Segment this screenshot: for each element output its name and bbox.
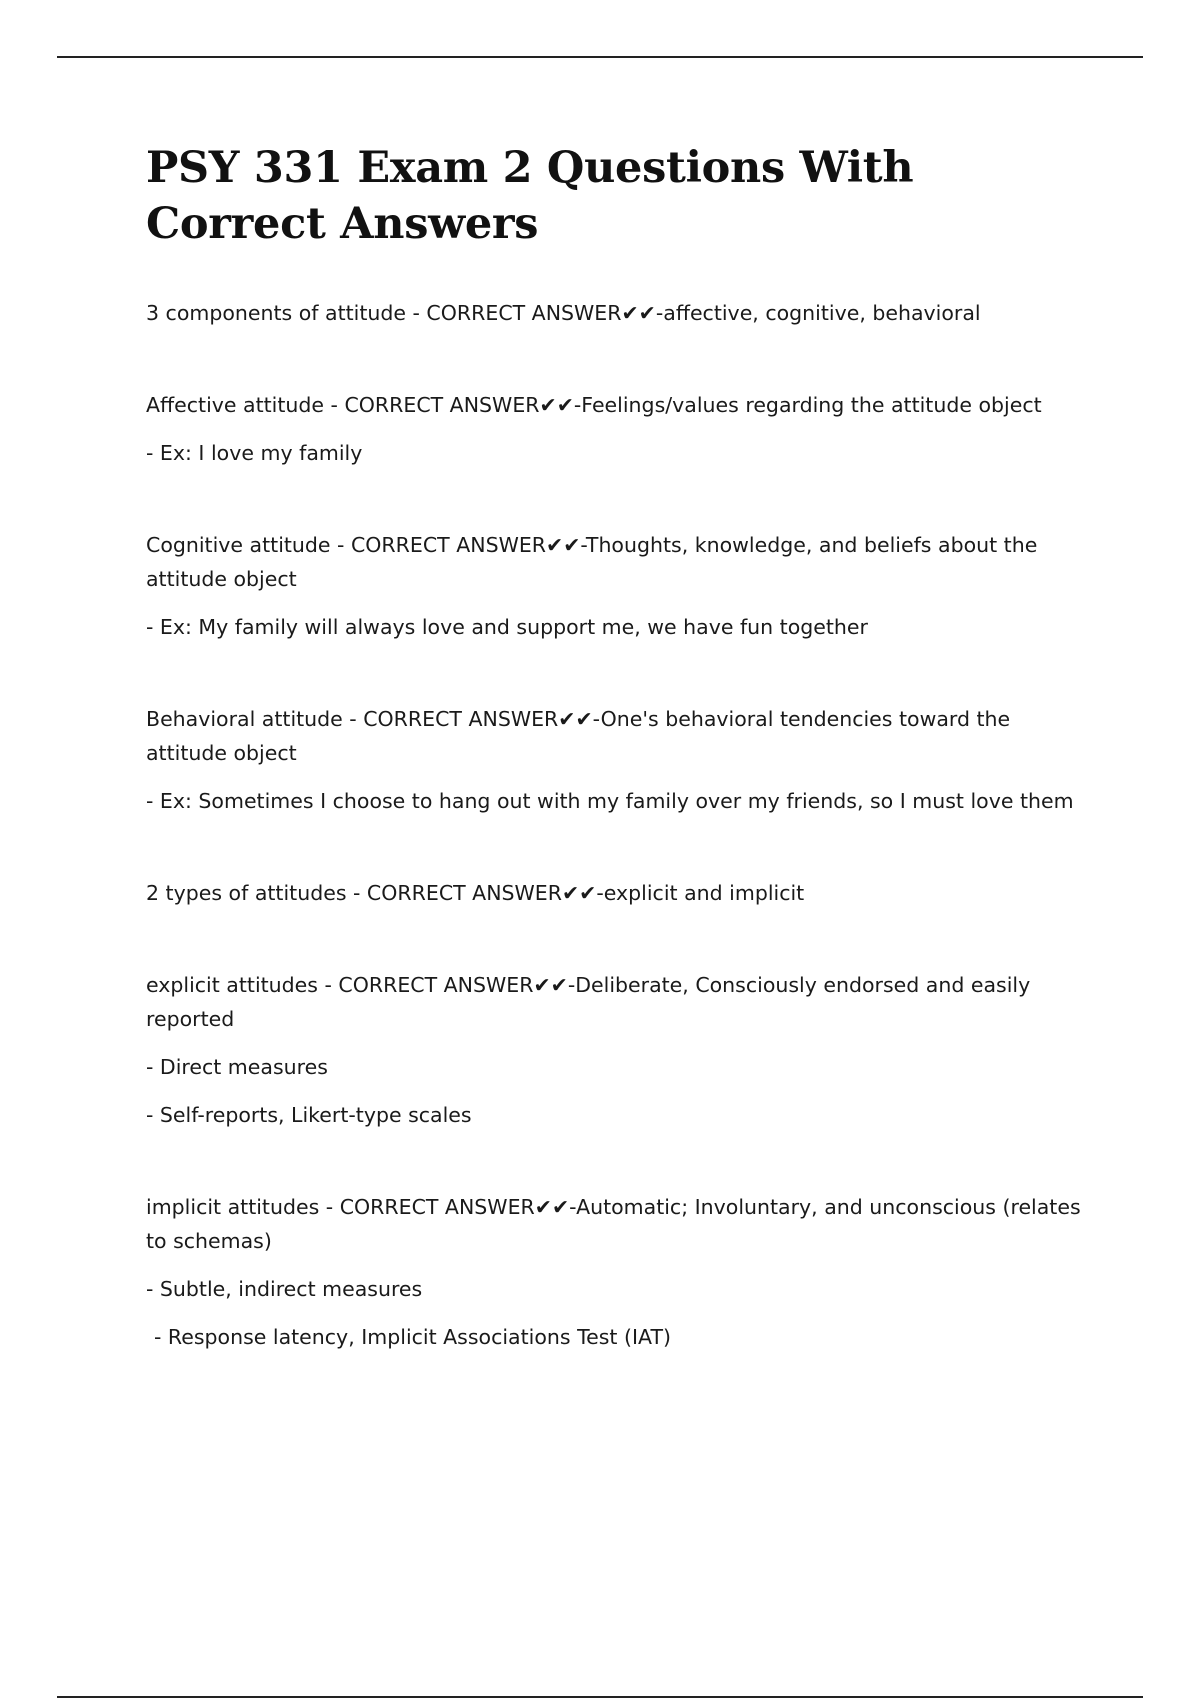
- qa-question: Behavioral attitude - CORRECT ANSWER✔✔-One's behavioral tendencies toward the attitude object: [146, 707, 1011, 765]
- qa-question: Cognitive attitude - CORRECT ANSWER✔✔-Thoughts, knowledge, and beliefs about the attitude object: [146, 533, 1038, 591]
- qa-note: - Subtle, indirect measures: [146, 1277, 423, 1301]
- qa-question: 2 types of attitudes - CORRECT ANSWER✔✔-explicit and implicit: [146, 881, 805, 905]
- qa-question: 3 components of attitude - CORRECT ANSWER✔✔-affective, cognitive, behavioral: [146, 301, 981, 325]
- qa-entry: [146, 876, 1091, 910]
- qa-note: - Response latency, Implicit Associations Test (IAT): [154, 1325, 671, 1349]
- qa-entry: [146, 528, 1091, 644]
- qa-entry: [146, 388, 1091, 470]
- qa-note: - Ex: Sometimes I choose to hang out with my family over my friends, so I must love them: [146, 789, 1074, 813]
- bottom-rule: [57, 1696, 1143, 1698]
- qa-note: - Ex: I love my family: [146, 441, 363, 465]
- qa-note: - Direct measures: [146, 1055, 328, 1079]
- qa-entry: [146, 296, 1091, 330]
- qa-question: Affective attitude - CORRECT ANSWER✔✔-Feelings/values regarding the attitude object: [146, 393, 1042, 417]
- qa-note: - Self-reports, Likert-type scales: [146, 1103, 472, 1127]
- qa-question: implicit attitudes - CORRECT ANSWER✔✔-Automatic; Involuntary, and unconscious (relates to schemas): [146, 1195, 1081, 1253]
- qa-question: explicit attitudes - CORRECT ANSWER✔✔-Deliberate, Consciously endorsed and easily reported: [146, 973, 1031, 1031]
- qa-entry: [146, 702, 1091, 818]
- top-rule: [57, 56, 1143, 58]
- qa-entry: [146, 1190, 1091, 1354]
- document-body: [146, 140, 1091, 1412]
- document-title: PSY 331 Exam 2 Questions With Correct Answers: [146, 143, 914, 249]
- qa-note: - Ex: My family will always love and support me, we have fun together: [146, 615, 868, 639]
- qa-entry: [146, 968, 1091, 1132]
